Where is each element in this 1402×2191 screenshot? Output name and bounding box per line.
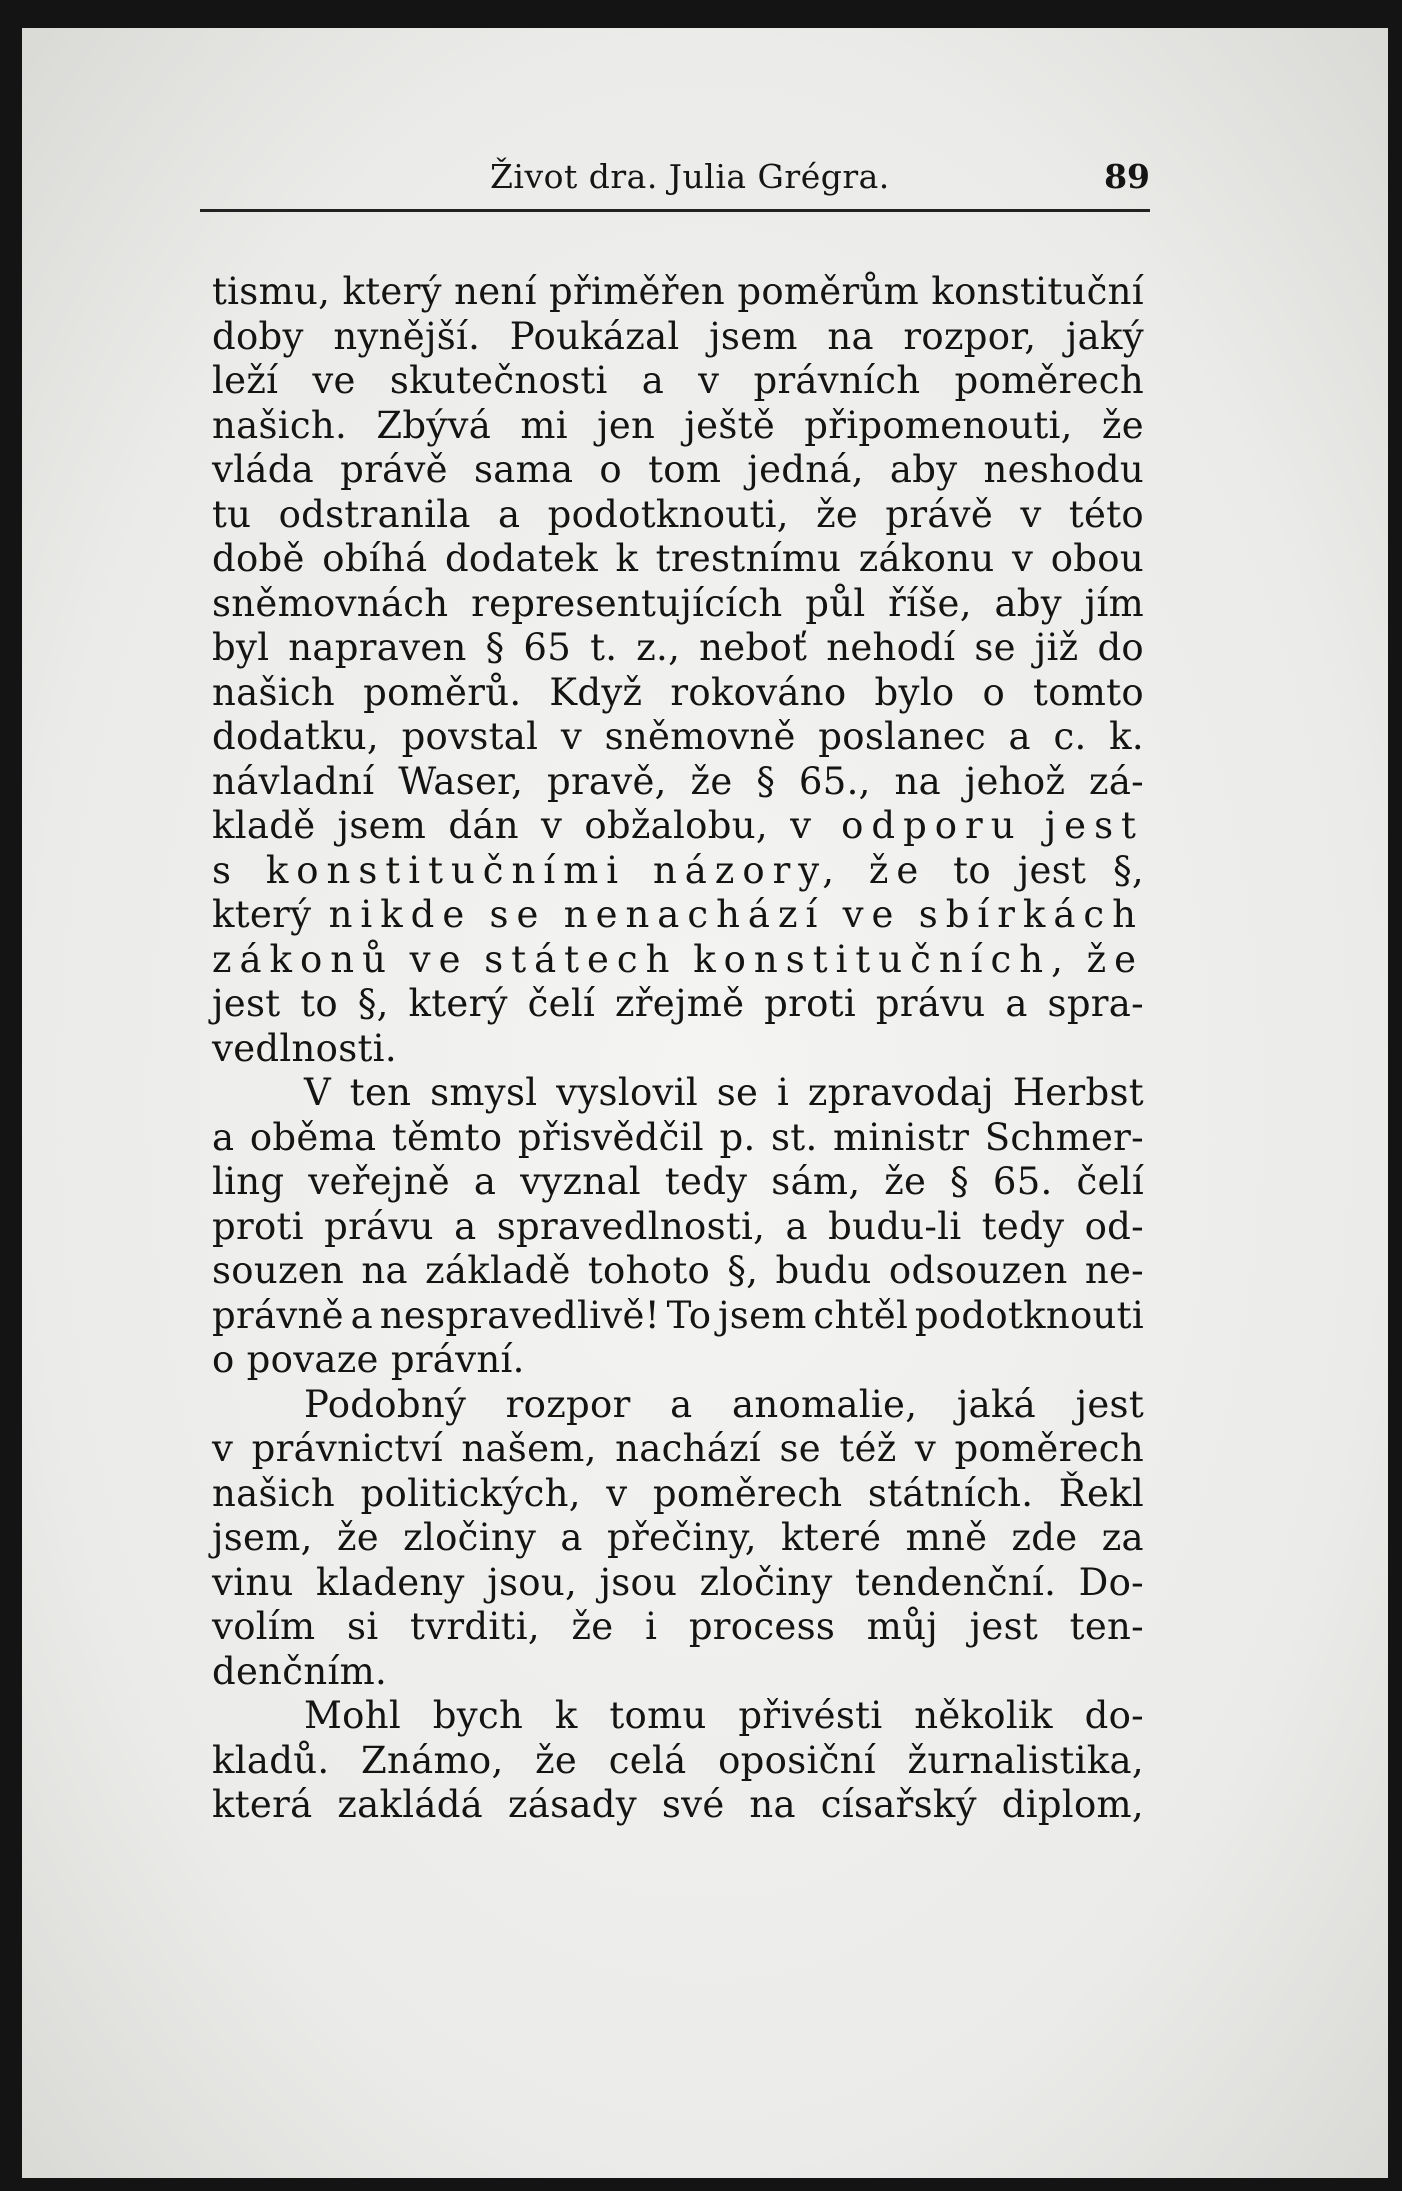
- text-line: proti právu a spravedlnosti, a budu-li tedy od-: [212, 1204, 1144, 1248]
- text-line: právně a nespravedlivě! To jsem chtěl podotknouti: [212, 1293, 1144, 1337]
- text-line: našich politických, v poměrech státních. Řekl: [212, 1471, 1144, 1515]
- text-line: době obíhá dodatek k trestnímu zákonu v obou: [212, 537, 1144, 580]
- text-line: denčním.: [212, 1649, 388, 1693]
- text-line: V ten smysl vyslovil se i zpravodaj Herbst: [304, 1071, 1144, 1114]
- text-line: a oběma těmto přisvědčil p. st. ministr Schmer-: [212, 1115, 1144, 1159]
- text-line: vedlnosti.: [212, 1026, 397, 1070]
- text-line: vinu kladeny jsou, jsou zločiny tendenční. Do-: [212, 1560, 1144, 1604]
- text-line: leží ve skutečnosti a v právních poměrech: [212, 359, 1144, 402]
- text-line: návladní Waser, pravě, že § 65., na jehož zá-: [212, 759, 1144, 803]
- text-line: dodatku, povstal v sněmovně poslanec a c. k.: [212, 715, 1144, 758]
- text-line: souzen na základě tohoto §, budu odsouzen ne-: [212, 1249, 1144, 1292]
- text-line: Mohl bych k tomu přivésti několik do-: [304, 1694, 1144, 1737]
- body-text: [212, 270, 1144, 1828]
- text-line: kladě jsem dán v obžalobu, v odporu jest: [212, 804, 1144, 847]
- text-line: volím si tvrditi, že i process můj jest ten-: [212, 1605, 1144, 1648]
- running-title: Život dra. Julia Grégra.: [490, 157, 890, 196]
- text-line: v právnictví našem, nachází se též v poměrech: [212, 1427, 1144, 1470]
- text-line: která zakládá zásady své na císařský diplom,: [212, 1783, 1144, 1826]
- text-line: jest to §, který čelí zřejmě proti právu a spra-: [212, 982, 1144, 1025]
- text-line: který nikde se nenachází ve sbírkách: [212, 893, 1144, 936]
- text-line: našich poměrů. Když rokováno bylo o tomto: [212, 670, 1144, 714]
- text-line: sněmovnách representujících půl říše, aby jím: [212, 581, 1144, 625]
- text-line: doby nynější. Poukázal jsem na rozpor, jaký: [212, 314, 1144, 358]
- text-line: zákonů ve státech konstitučních, že: [212, 937, 1144, 981]
- page-header: [200, 157, 1150, 212]
- text-line: našich. Zbývá mi jen ještě připomenouti, že: [212, 403, 1144, 447]
- text-line: o povaze právní.: [212, 1338, 525, 1381]
- page-number: 89: [1104, 157, 1150, 196]
- text-line: Podobný rozpor a anomalie, jaká jest: [304, 1382, 1144, 1426]
- text-line: ling veřejně a vyznal tedy sám, že § 65. čelí: [212, 1160, 1144, 1203]
- text-line: s konstitučními názory, že to jest §,: [212, 848, 1144, 892]
- text-line: tismu, který není přiměřen poměrům konstituční: [212, 270, 1144, 313]
- text-line: byl napraven § 65 t. z., neboť nehodí se již do: [212, 626, 1144, 669]
- text-line: vláda právě sama o tom jedná, aby neshodu: [212, 448, 1144, 491]
- text-line: kladů. Známo, že celá oposiční žurnalistika,: [212, 1738, 1144, 1782]
- text-line: jsem, že zločiny a přečiny, které mně zde za: [212, 1516, 1144, 1559]
- text-line: tu odstranila a podotknouti, že právě v této: [212, 492, 1144, 536]
